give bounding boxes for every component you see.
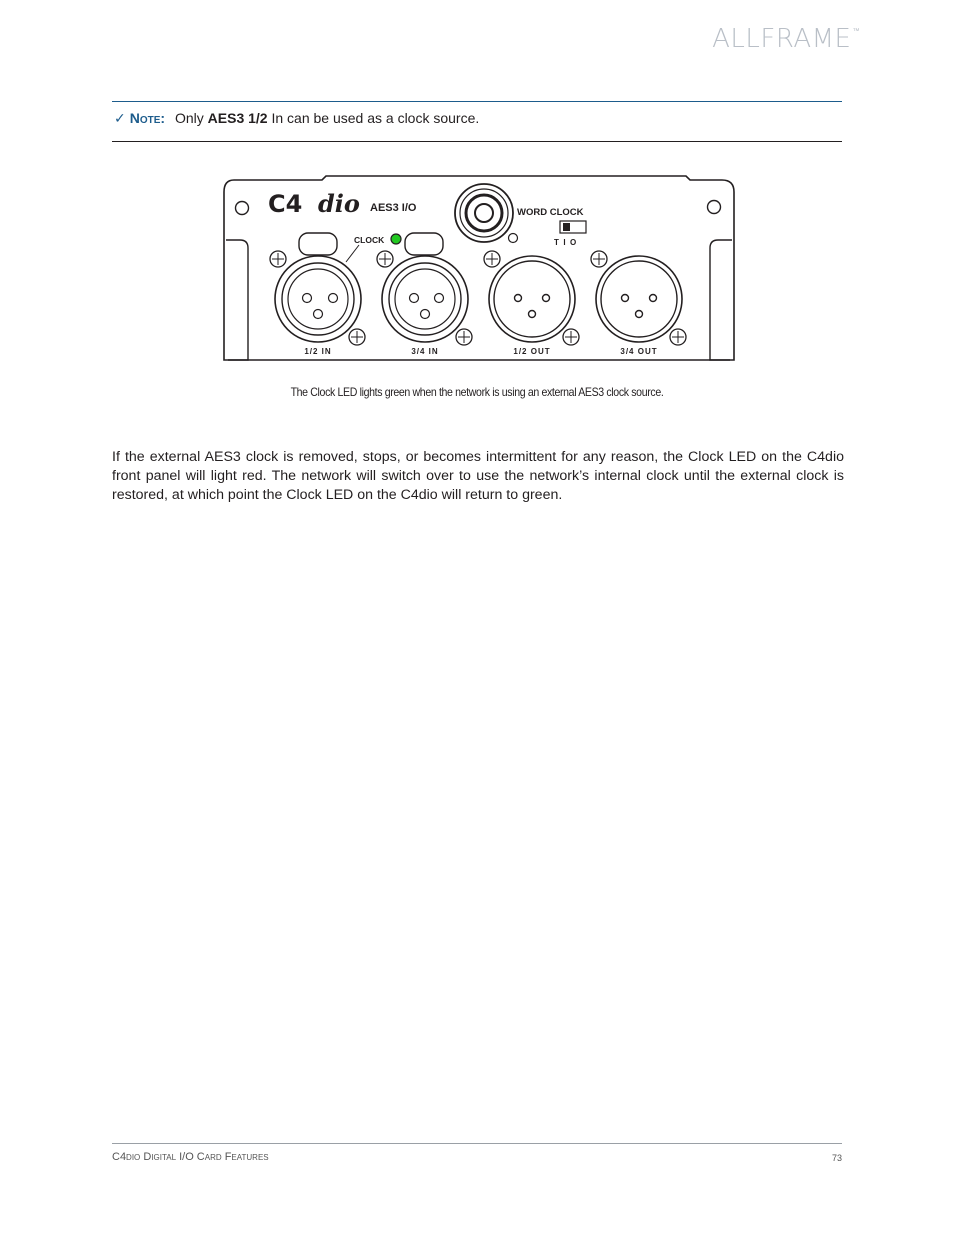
figure-caption: The Clock LED lights green when the network is using an external AES3 clock source. xyxy=(290,385,664,399)
switch-handle xyxy=(563,223,570,231)
checkmark-icon: ✓ xyxy=(114,110,126,126)
logo-trademark: ™ xyxy=(852,27,860,35)
footer-rule xyxy=(112,1143,842,1144)
logo-dark: FRAME xyxy=(760,24,852,54)
switch-positions: T I O xyxy=(554,238,577,247)
body-paragraph: If the external AES3 clock is removed, stops, or becomes intermittent for any reason, the Clock LED on the C4dio front panel will light red. The network will switch over to use the network’s internal clock until the external clock is restored, at which point the Clock LED on the C4dio will return to green. xyxy=(112,449,844,503)
word-clock-led xyxy=(509,234,518,243)
footer-section-title: C4dio Digital I/O Card Features xyxy=(112,1151,269,1163)
allframe-logo xyxy=(712,24,860,54)
connector-label-1: 1/2 IN xyxy=(304,347,332,356)
c4dio-panel-figure xyxy=(222,174,736,371)
connector-label-2: 3/4 IN xyxy=(411,347,439,356)
c4dio-panel-drawing xyxy=(222,174,736,366)
word-clock-label: WORD CLOCK xyxy=(517,207,584,218)
note-bottom-rule xyxy=(112,141,842,142)
note-bold: AES3 1/2 xyxy=(207,110,268,126)
brand-dio: dio xyxy=(318,189,360,218)
clock-led xyxy=(391,234,401,244)
brand-c4: C4 xyxy=(268,190,303,218)
note-text-before: Only xyxy=(171,110,208,126)
page-number: 73 xyxy=(831,1153,842,1163)
clock-label: CLOCK xyxy=(354,235,385,245)
connector-label-3: 1/2 OUT xyxy=(513,347,551,356)
connector-label-4: 3/4 OUT xyxy=(620,347,658,356)
note-text-after: In can be used as a clock source. xyxy=(267,110,480,126)
bnc-outer xyxy=(455,184,513,242)
note-box xyxy=(114,110,479,127)
note-top-rule xyxy=(112,101,842,102)
note-label: Note: xyxy=(129,110,166,126)
logo-light: ALL xyxy=(712,24,761,54)
module-label: AES3 I/O xyxy=(370,202,417,214)
